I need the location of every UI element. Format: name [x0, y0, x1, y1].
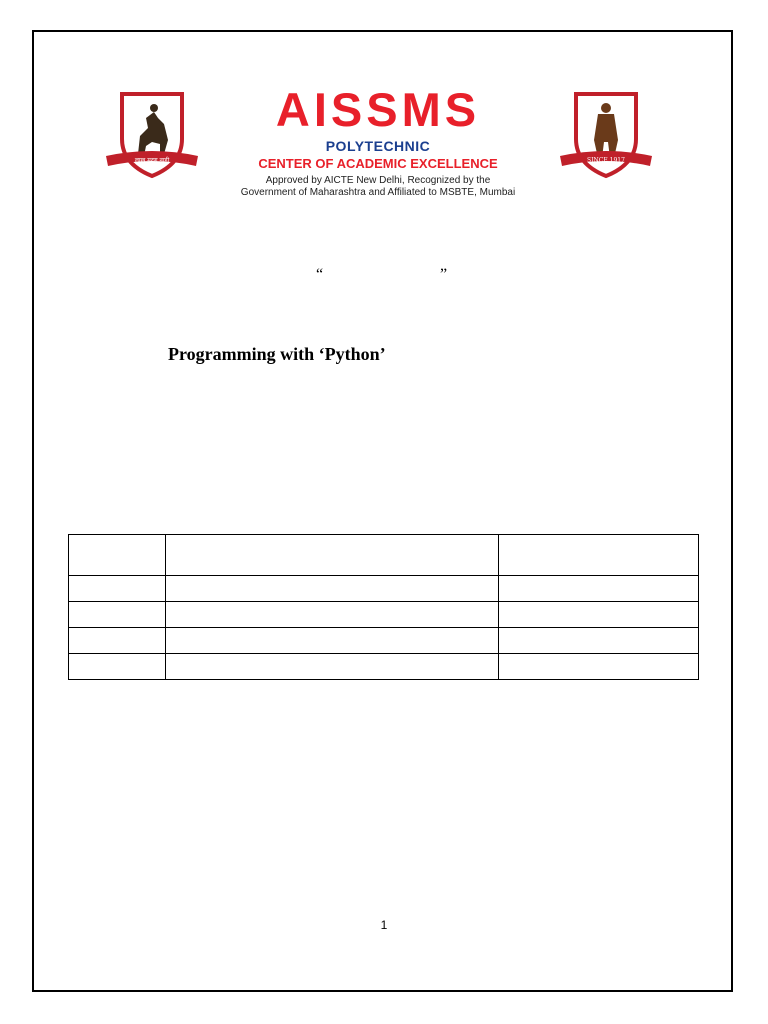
table-cell — [165, 602, 498, 628]
table-cell — [499, 654, 699, 680]
table-cell — [69, 628, 166, 654]
close-quote: ” — [440, 266, 448, 283]
institution-header — [100, 82, 660, 198]
right-crest-ribbon: SINCE 1917 — [587, 157, 625, 164]
founder-statue-crest-icon — [556, 84, 656, 184]
brand-name: AISSMS — [275, 83, 481, 136]
open-quote: “ — [316, 266, 324, 283]
brand-tagline: CENTER OF ACADEMIC EXCELLENCE — [258, 156, 498, 171]
table-row — [69, 576, 699, 602]
table-cell — [499, 602, 699, 628]
brand-subtitle: POLYTECHNIC — [325, 138, 431, 154]
table-row — [69, 628, 699, 654]
page-number: 1 — [380, 918, 388, 932]
table-cell — [69, 602, 166, 628]
table-cell — [165, 628, 498, 654]
equestrian-statue-crest-icon — [102, 84, 202, 184]
approval-line-1: Approved by AICTE New Delhi, Recognized by the — [265, 175, 491, 186]
table-cell — [165, 576, 498, 602]
left-crest-ribbon: लाख मरण नाही — [134, 157, 170, 164]
details-table — [68, 534, 699, 680]
table-cell — [165, 654, 498, 680]
brand-block — [218, 82, 538, 199]
table-cell — [69, 654, 166, 680]
table-cell — [69, 576, 166, 602]
table-row — [69, 602, 699, 628]
document-subject: Programming with ‘Python’ — [168, 344, 386, 364]
table-cell — [499, 628, 699, 654]
approval-line-2: Government of Maharashtra and Affiliated to MSBTE, Mumbai — [240, 187, 516, 198]
table-header-row — [69, 535, 699, 576]
table-header-cell — [69, 535, 166, 576]
table-header-cell — [499, 535, 699, 576]
table-cell — [499, 576, 699, 602]
table-header-cell — [165, 535, 498, 576]
table-row — [69, 654, 699, 680]
